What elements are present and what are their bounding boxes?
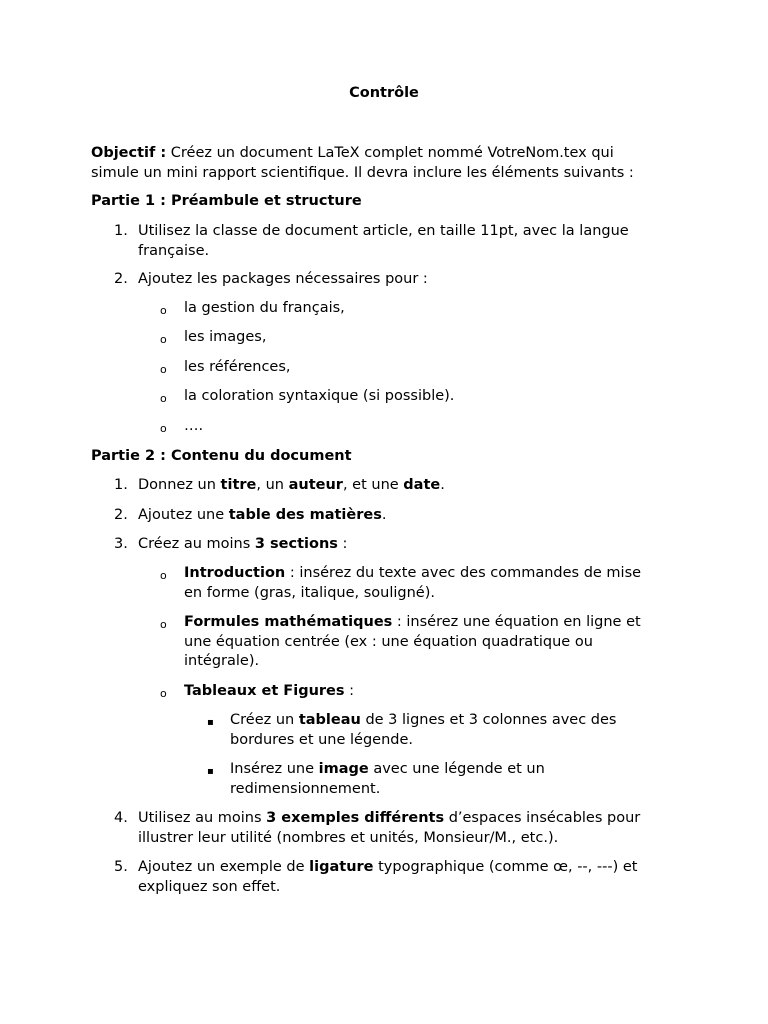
objectif-text-line1: Créez un document LaTeX complet nommé VotreNom.tex qui (166, 145, 614, 161)
list-number: 2. (114, 271, 128, 287)
square-bullet-icon: ▪ (207, 717, 214, 728)
list-number: 4. (114, 810, 128, 826)
list-number: 1. (114, 477, 128, 493)
objectif-text-line2: simule un mini rapport scientifique. Il devra inclure les éléments suivants : (91, 164, 634, 181)
list-item-line: française. (138, 242, 210, 259)
sub-list-item: Tableaux et Figures : (184, 683, 355, 699)
circle-bullet-icon: o (160, 304, 167, 317)
list-item-line: Utilisez la classe de document article, en taille 11pt, avec la langue (138, 223, 629, 239)
sub-list-item: la gestion du français, (184, 300, 345, 316)
circle-bullet-icon: o (160, 363, 167, 376)
list-number: 5. (114, 859, 128, 875)
circle-bullet-icon: o (160, 422, 167, 435)
sub-list-item: Introduction : insérez du texte avec des commandes de mise en forme (gras, italique, souligné). (184, 565, 642, 601)
list-item: Ajoutez les packages nécessaires pour : (138, 271, 428, 287)
list-item: Utilisez au moins 3 exemples différents d’espaces insécables pour illustrer leur utilité (nombres et unités, Monsieur/M., etc.). (138, 810, 641, 846)
list-number: 3. (114, 536, 128, 552)
list-item: Donnez un titre, un auteur, et une date. (138, 477, 445, 493)
circle-bullet-icon: o (160, 392, 167, 405)
sub-list-item: …. (184, 418, 204, 434)
circle-bullet-icon: o (160, 687, 167, 700)
list-item: Créez au moins 3 sections : (138, 536, 348, 552)
sub-sub-list-item: Insérez une image avec une légende et un redimensionnement. (230, 761, 545, 797)
sub-list-item: la coloration syntaxique (si possible). (184, 388, 455, 404)
sub-sub-list-item: Créez un tableau de 3 lignes et 3 colonnes avec des bordures et une légende. (230, 712, 617, 748)
list-item (138, 222, 678, 261)
list-number: 1. (114, 223, 128, 239)
sub-list-item: les images, (184, 329, 267, 345)
list-number: 2. (114, 507, 128, 523)
partie2-heading: Partie 2 : Contenu du document (91, 448, 352, 464)
square-bullet-icon: ▪ (207, 766, 214, 777)
page-title: Contrôle (349, 85, 419, 101)
circle-bullet-icon: o (160, 333, 167, 346)
list-item: Ajoutez une table des matières. (138, 507, 387, 523)
partie1-heading: Partie 1 : Préambule et structure (91, 193, 362, 209)
sub-list-item: Formules mathématiques : insérez une équation en ligne et une équation centrée (ex : une équation quadratique ou intégrale). (184, 614, 641, 669)
objectif-label: Objectif : (91, 145, 167, 161)
objectif-paragraph (91, 144, 691, 183)
circle-bullet-icon: o (160, 569, 167, 582)
list-item: Ajoutez un exemple de ligature typographique (comme œ, --, ---) et expliquez son effet. (138, 859, 638, 895)
sub-list-item: les références, (184, 359, 291, 375)
circle-bullet-icon: o (160, 618, 167, 631)
